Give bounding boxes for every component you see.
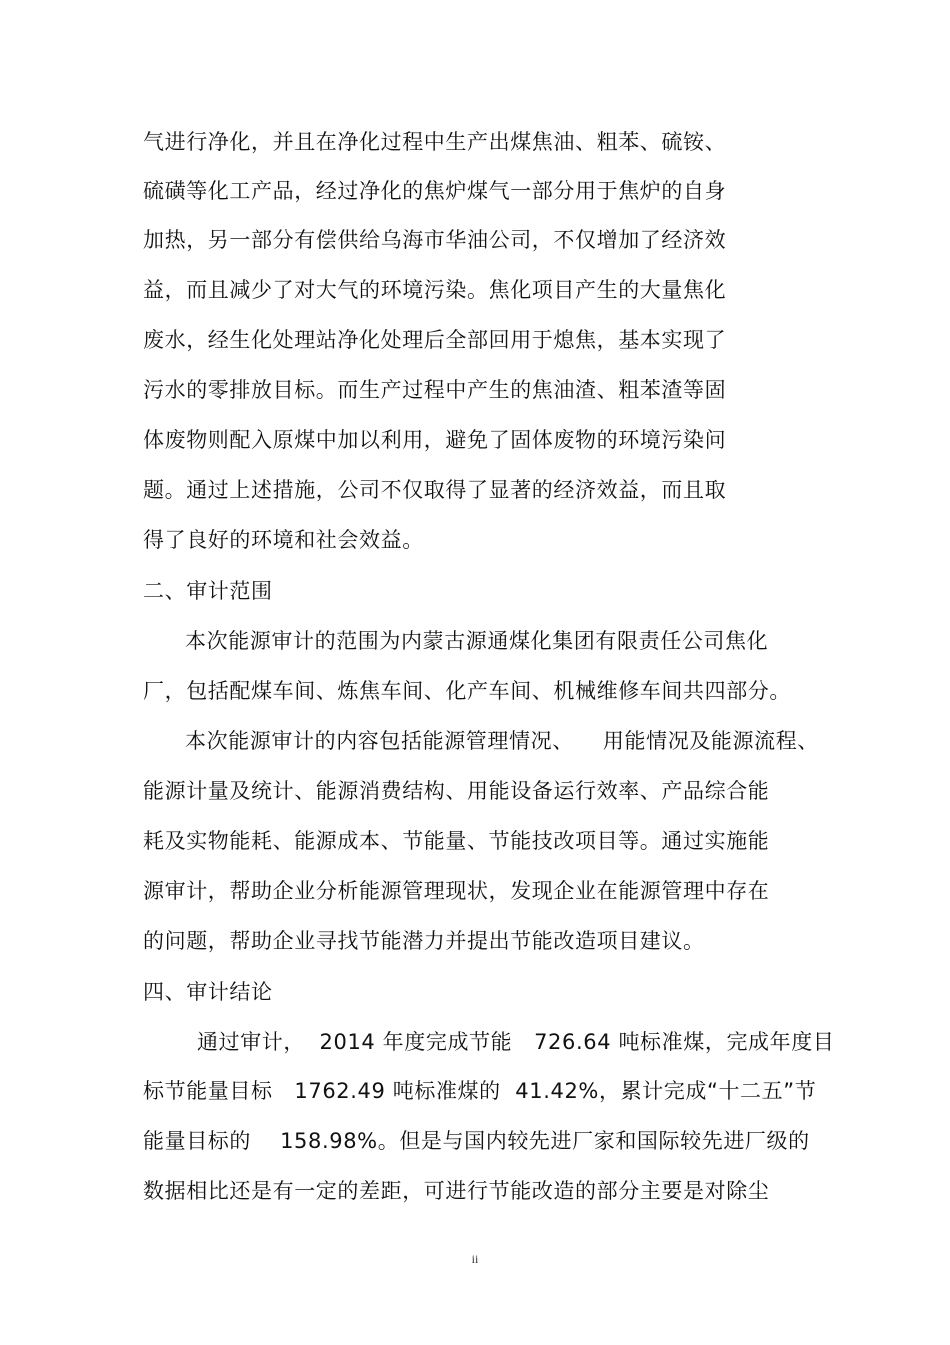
page-number: ii [471,1252,479,1266]
paragraph-line: 益，而且减少了对大气的环境污染。焦化项目产生的大量焦化 [143,278,727,302]
paragraph-line: 能源计量及统计、能源消费结构、用能设备运行效率、产品综合能 [143,779,770,803]
paragraph-line: 源审计，帮助企业分析能源管理现状，发现企业在能源管理中存在 [143,879,770,903]
paragraph-line: 气进行净化，并且在净化过程中生产出煤焦油、粗苯、硫铵、 [143,130,727,154]
paragraph-line: 体废物则配入原煤中加以利用，避免了固体废物的环境污染问 [143,428,727,452]
paragraph-line: 厂，包括配煤车间、炼焦车间、化产车间、机械维修车间共四部分。 [143,679,791,703]
paragraph-line: 耗及实物能耗、能源成本、节能量、节能技改项目等。通过实施能 [143,829,770,853]
paragraph-line: 本次能源审计的范围为内蒙古源通煤化集团有限责任公司焦化 [185,629,769,653]
paragraph-line: 加热，另一部分有偿供给乌海市华油公司，不仅增加了经济效 [143,228,727,252]
paragraph-line: 本次能源审计的内容包括能源管理情况、 用能情况及能源流程、 [185,729,819,753]
section-heading-audit-scope: 二、审计范围 [143,579,273,603]
paragraph-line: 能量目标的 158.98%。但是与国内较先进厂家和国际较先进厂级的 [143,1129,810,1153]
paragraph-line: 题。通过上述措施，公司不仅取得了显著的经济效益，而且取 [143,478,727,502]
paragraph-line: 硫磺等化工产品，经过净化的焦炉煤气一部分用于焦炉的自身 [143,179,727,203]
paragraph-line: 废水，经生化处理站净化处理后全部回用于熄焦，基本实现了 [143,328,727,352]
paragraph-line: 标节能量目标 1762.49 吨标准煤的 41.42%，累计完成“十二五”节 [143,1079,817,1103]
paragraph-line: 得了良好的环境和社会效益。 [143,528,424,552]
paragraph-line: 通过审计， 2014 年度完成节能 726.64 吨标准煤，完成年度目 [197,1030,835,1054]
section-heading-audit-conclusion: 四、审计结论 [143,980,273,1004]
paragraph-line: 数据相比还是有一定的差距，可进行节能改造的部分主要是对除尘 [143,1179,770,1203]
paragraph-line: 的问题，帮助企业寻找节能潜力并提出节能改造项目建议。 [143,929,705,953]
paragraph-line: 污水的零排放目标。而生产过程中产生的焦油渣、粗苯渣等固 [143,378,727,402]
